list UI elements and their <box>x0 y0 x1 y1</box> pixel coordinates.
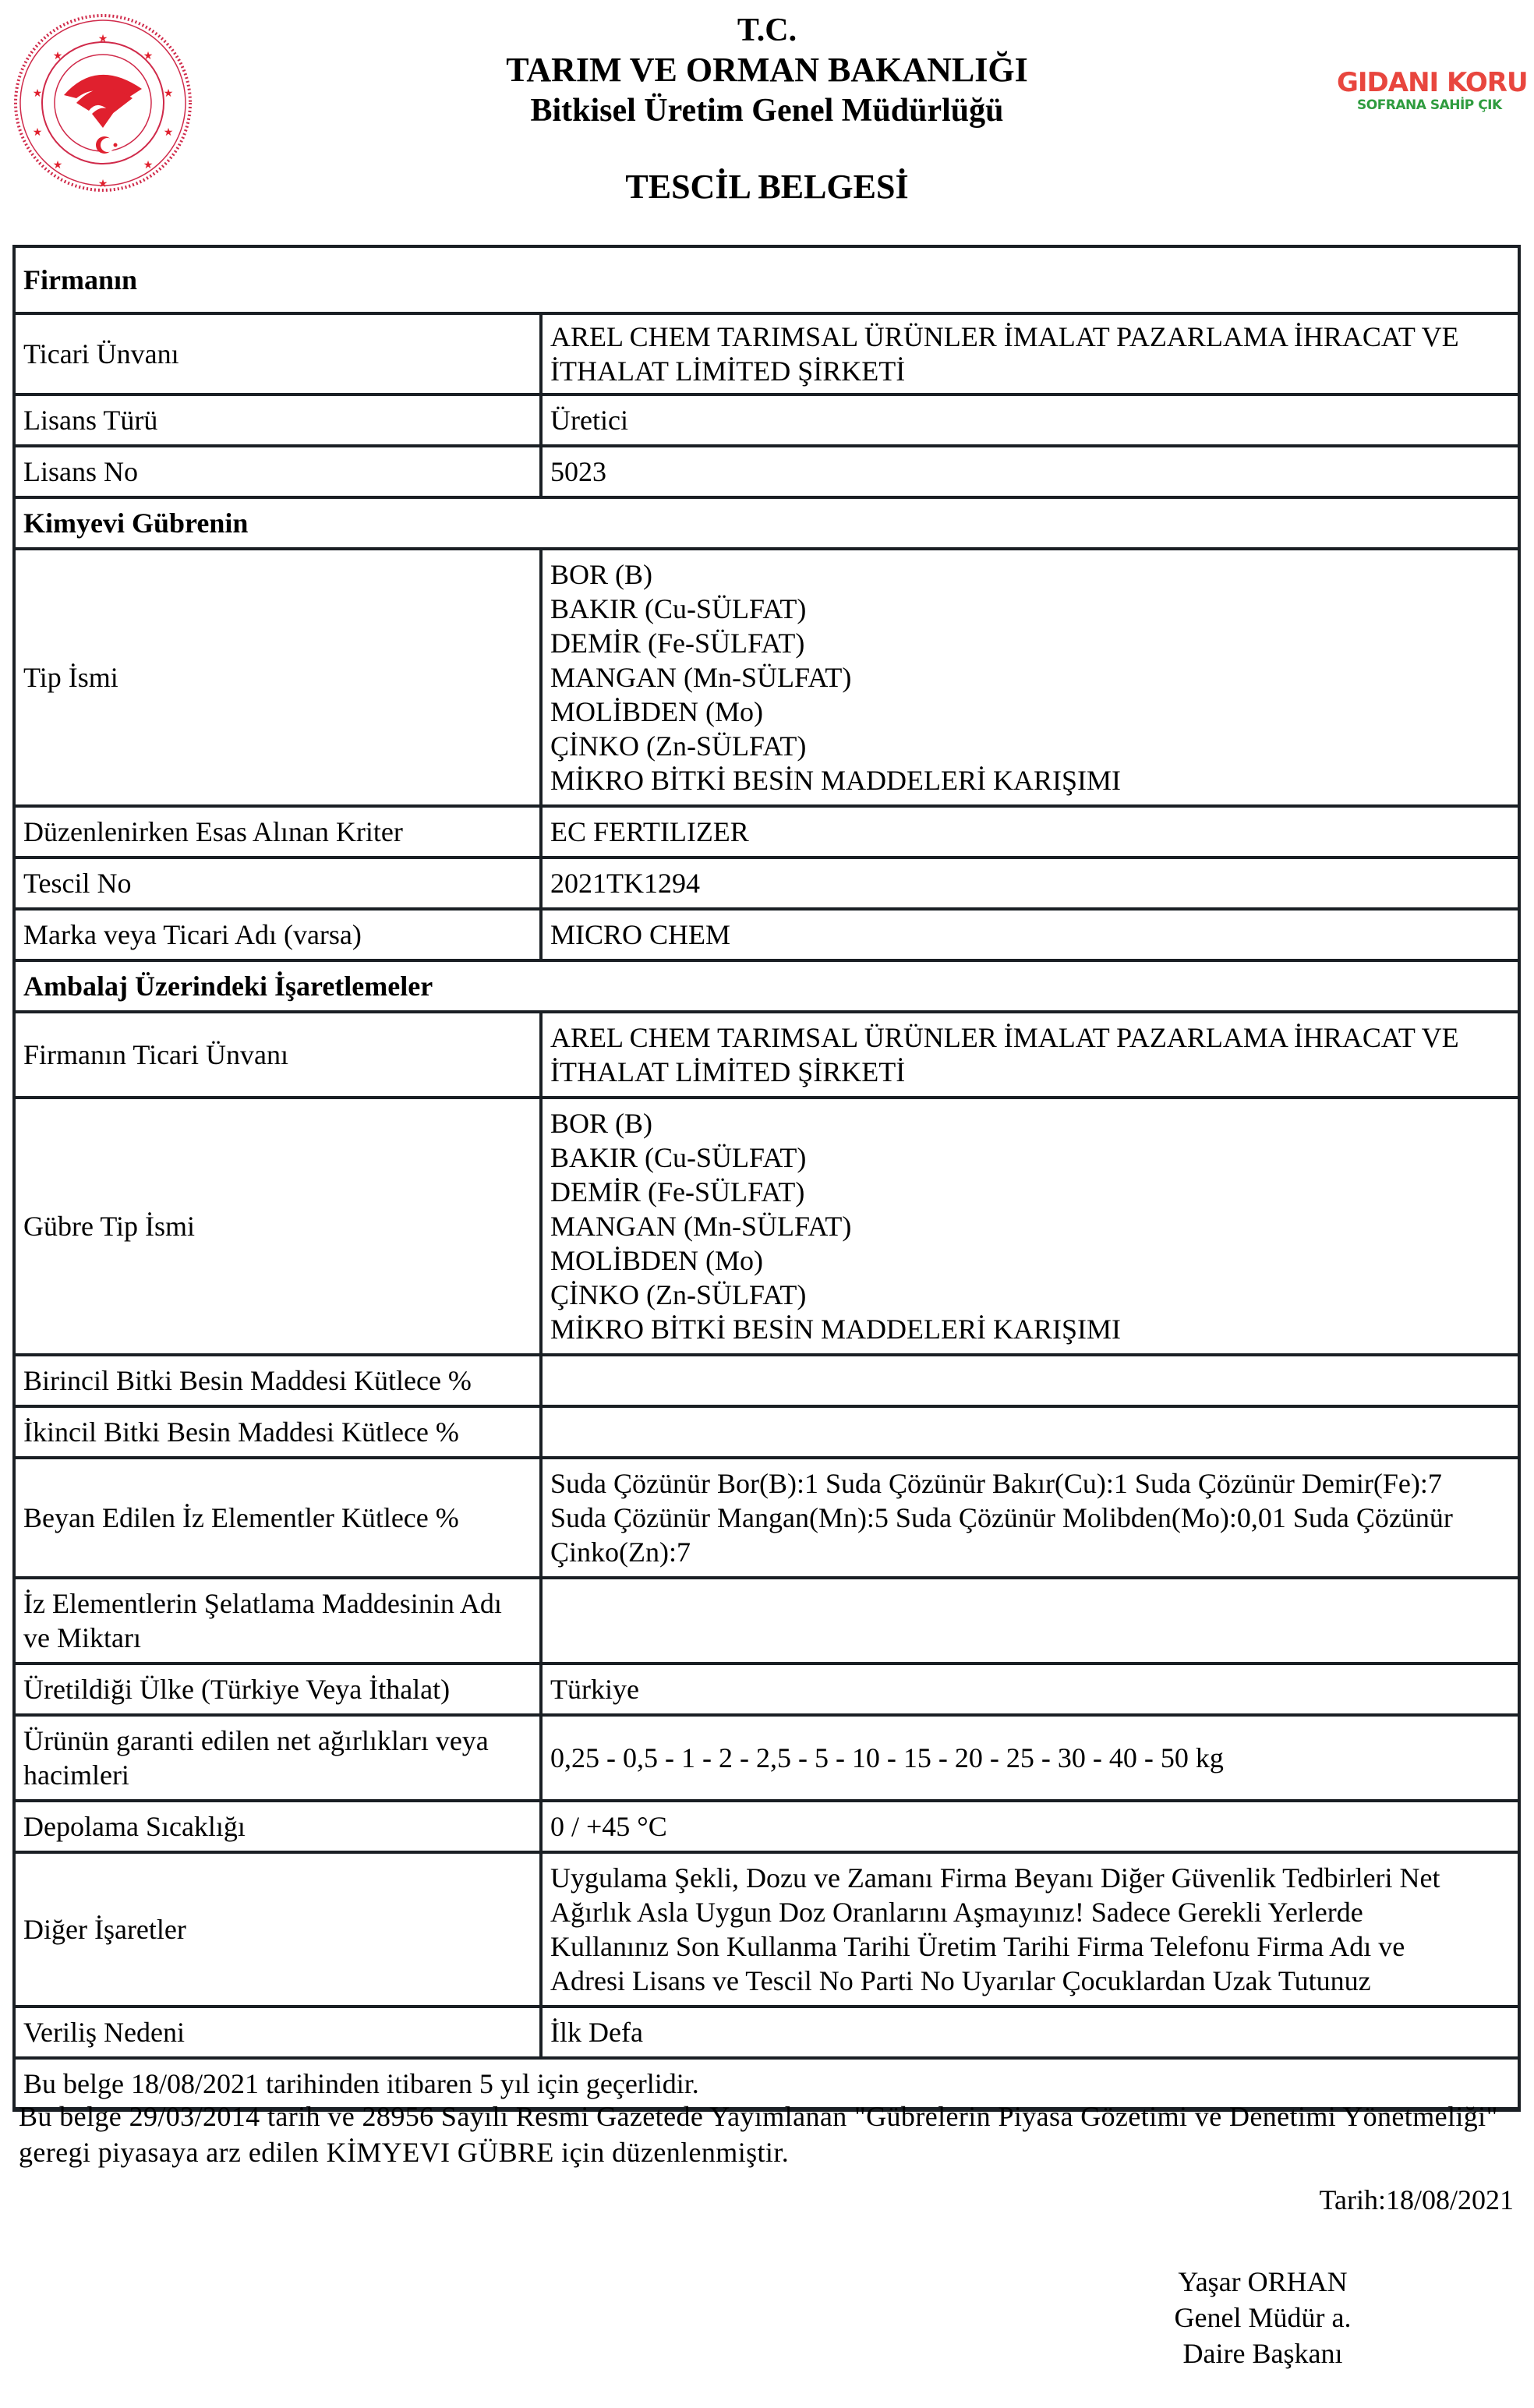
row-value: 5023 <box>541 446 1519 497</box>
row-value: 0 / +45 °C <box>541 1801 1519 1852</box>
row-label: Marka veya Ticari Adı (varsa) <box>14 909 541 960</box>
row-label: Lisans No <box>14 446 541 497</box>
svg-text:★: ★ <box>163 126 174 139</box>
table-row <box>14 1578 1519 1664</box>
row-label: Tip İsmi <box>14 549 541 806</box>
row-label: Beyan Edilen İz Elementler Kütlece % <box>14 1458 541 1578</box>
table-row <box>14 394 1519 446</box>
table-row <box>14 1406 1519 1458</box>
row-value: Üretici <box>541 394 1519 446</box>
svg-text:★: ★ <box>163 87 174 100</box>
svg-text:★: ★ <box>97 178 108 190</box>
row-label: Tescil No <box>14 857 541 909</box>
table-row <box>14 1852 1519 2007</box>
table-row <box>14 1664 1519 1715</box>
row-label: Depolama Sıcaklığı <box>14 1801 541 1852</box>
section-title-packaging: Ambalaj Üzerindeki İşaretlemeler <box>14 960 1519 1012</box>
row-label: Gübre Tip İsmi <box>14 1098 541 1355</box>
section-title-fertilizer: Kimyevi Gübrenin <box>14 497 1519 549</box>
row-label: Veriliş Nedeni <box>14 2007 541 2058</box>
row-value: BOR (B) BAKIR (Cu-SÜLFAT) DEMİR (Fe-SÜLFAT) MANGAN (Mn-SÜLFAT) MOLİBDEN (Mo) ÇİNKO (Zn-SÜLFAT) MİKRO BİTKİ BESİN MADDELERİ KARIŞIMI <box>541 1098 1519 1355</box>
row-label: İkincil Bitki Besin Maddesi Kütlece % <box>14 1406 541 1458</box>
table-row <box>14 1355 1519 1406</box>
row-value: Suda Çözünür Bor(B):1 Suda Çözünür Bakır(Cu):1 Suda Çözünür Demir(Fe):7 Suda Çözünür Mangan(Mn):5 Suda Çözünür Molibden(Mo):0,01 Suda Çözünür Çinko(Zn):7 <box>541 1458 1519 1578</box>
table-row <box>14 1098 1519 1355</box>
row-value: AREL CHEM TARIMSAL ÜRÜNLER İMALAT PAZARLAMA İHRACAT VE İTHALAT LİMİTED ŞİRKETİ <box>541 313 1519 394</box>
row-value: BOR (B) BAKIR (Cu-SÜLFAT) DEMİR (Fe-SÜLFAT) MANGAN (Mn-SÜLFAT) MOLİBDEN (Mo) ÇİNKO (Zn-SÜLFAT) MİKRO BİTKİ BESİN MADDELERİ KARIŞIMI <box>541 549 1519 806</box>
table-row <box>14 313 1519 394</box>
row-label: Üretildiği Ülke (Türkiye Veya İthalat) <box>14 1664 541 1715</box>
validity-note: Bu belge 18/08/2021 tarihinden itibaren 5 yıl için geçerlidir. <box>14 2058 1519 2109</box>
brand-slogan: SOFRANA SAHİP ÇIK <box>1357 97 1502 113</box>
page-title: TESCİL BELGESİ <box>625 168 909 206</box>
section-title-firm: Firmanın <box>14 246 1519 313</box>
svg-text:★: ★ <box>52 50 63 62</box>
header-ministry: TARIM VE ORMAN BAKANLIĞI <box>506 51 1028 89</box>
section-header-row <box>14 960 1519 1012</box>
svg-text:★: ★ <box>143 159 154 171</box>
table-row <box>14 1012 1519 1098</box>
row-value <box>541 1355 1519 1406</box>
svg-text:★: ★ <box>97 33 108 45</box>
issue-date: Tarih:18/08/2021 <box>1319 2184 1514 2215</box>
svg-text:★: ★ <box>32 87 43 100</box>
table-row <box>14 1801 1519 1852</box>
row-value: MICRO CHEM <box>541 909 1519 960</box>
header-department: Bitkisel Üretim Genel Müdürlüğü <box>530 93 1004 129</box>
section-header-row <box>14 246 1519 313</box>
row-value: EC FERTILIZER <box>541 806 1519 857</box>
table-row <box>14 857 1519 909</box>
svg-text:★: ★ <box>143 50 154 62</box>
signatory-name: Yaşar ORHAN <box>1178 2266 1348 2297</box>
signature-block <box>1146 2264 1380 2371</box>
row-value: 2021TK1294 <box>541 857 1519 909</box>
row-label: Ticari Ünvanı <box>14 313 541 394</box>
table-row <box>14 446 1519 497</box>
regulation-note: Bu belge 29/03/2014 tarih ve 28956 Sayılı Resmi Gazetede Yayımlanan "Gübrelerin Piyasa Gözetimi ve Denetimi Yönetmeliği" geregi piyasaya arz edilen KİMYEVI GÜBRE için düzenlenmiştir. <box>19 2101 1498 2168</box>
svg-text:★: ★ <box>32 126 43 139</box>
registration-table <box>12 245 1521 2112</box>
row-value: Uygulama Şekli, Dozu ve Zamanı Firma Beyanı Diğer Güvenlik Tedbirleri Net Ağırlık Asla Uygun Doz Oranlarını Aşmayınız! Sadece Gerekli Yerlerde Kullanınız Son Kullanma Tarihi Üretim Tarihi Firma Telefonu Firma Adı ve Adresi Lisans ve Tescil No Parti No Uyarılar Çocuklardan Uzak Tutunuz <box>541 1852 1519 2007</box>
section-header-row <box>14 497 1519 549</box>
row-label: Diğer İşaretler <box>14 1852 541 2007</box>
row-label: Firmanın Ticari Ünvanı <box>14 1012 541 1098</box>
table-row <box>14 1458 1519 1578</box>
row-value <box>541 1578 1519 1664</box>
table-row <box>14 1715 1519 1801</box>
document-header <box>0 11 1534 131</box>
row-label: Birincil Bitki Besin Maddesi Kütlece % <box>14 1355 541 1406</box>
row-label: Ürünün garanti edilen net ağırlıkları veya hacimleri <box>14 1715 541 1801</box>
table-row <box>14 806 1519 857</box>
row-value: 0,25 - 0,5 - 1 - 2 - 2,5 - 5 - 10 - 15 - 20 - 25 - 30 - 40 - 50 kg <box>541 1715 1519 1801</box>
header-tc: T.C. <box>737 12 797 48</box>
row-value <box>541 1406 1519 1458</box>
signatory-title: Genel Müdür a. <box>1174 2302 1352 2333</box>
row-value: Türkiye <box>541 1664 1519 1715</box>
table-row <box>14 549 1519 806</box>
row-label: Lisans Türü <box>14 394 541 446</box>
row-value: İlk Defa <box>541 2007 1519 2058</box>
svg-text:★: ★ <box>52 159 63 171</box>
row-value: AREL CHEM TARIMSAL ÜRÜNLER İMALAT PAZARLAMA İHRACAT VE İTHALAT LİMİTED ŞİRKETİ <box>541 1012 1519 1098</box>
table-row <box>14 2007 1519 2058</box>
signatory-office: Daire Başkanı <box>1182 2338 1343 2369</box>
brand-name: GIDANI KORU <box>1337 67 1528 98</box>
row-label: Düzenlenirken Esas Alınan Kriter <box>14 806 541 857</box>
row-label: İz Elementlerin Şelatlama Maddesinin Adı ve Miktarı <box>14 1578 541 1664</box>
table-row <box>14 909 1519 960</box>
